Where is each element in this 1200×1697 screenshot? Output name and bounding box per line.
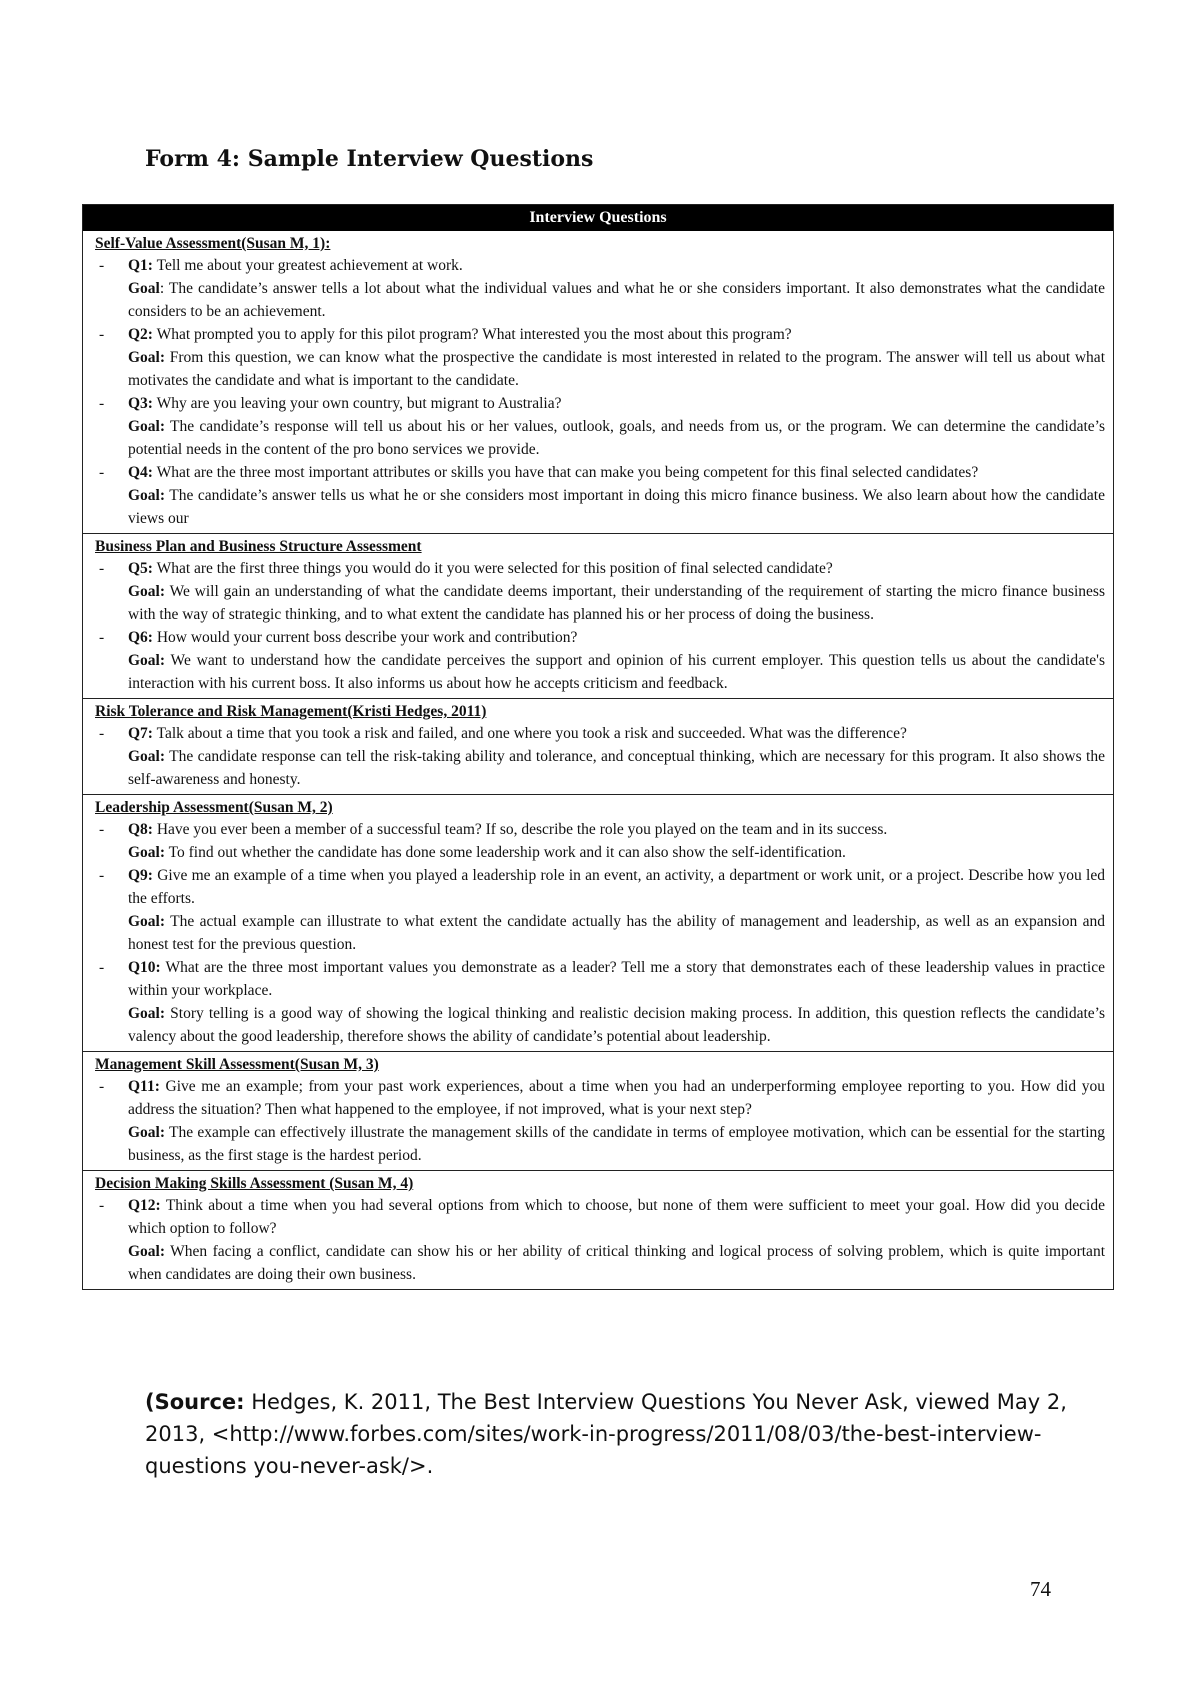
table-sections [83,231,1113,1289]
question-label: Q1: [128,257,153,274]
question-section [83,533,1113,698]
section-title: Leadership Assessment(Susan M, 2) [95,799,333,816]
question-text: Why are you leaving your own country, but migrant to Australia? [152,395,562,412]
question-label: Q9: [128,867,153,884]
goal-label: Goal: [128,418,166,435]
question-item [95,461,1105,530]
section-title: Management Skill Assessment(Susan M, 3) [95,1056,379,1073]
question-text: Tell me about your greatest achievement at work. [152,257,463,274]
list-dash: - [99,867,105,884]
list-dash: - [99,1197,105,1214]
goal-text: We will gain an understanding of what the candidate deems important, their understanding of the requirement of starting the micro finance business with the way of strategic thinking, and to what extent the candidate has planned his or her process of doing the business. [128,583,1105,623]
goal-text: The candidate’s response will tell us about his or her values, outlook, goals, and needs from us, or the program. We can determine the candidate’s potential needs in the content of the pro bono services we provide. [128,418,1105,458]
goal [128,484,1105,530]
goal-text: When facing a conflict, candidate can show his or her ability of critical thinking and logical process of solving problem, which is quite important when candidates are doing their own business. [128,1243,1105,1283]
question-item [95,626,1105,695]
goal-label: Goal: [128,1005,166,1022]
question-text: Give me an example of a time when you played a leadership role in an event, an activity, a department or work unit, or a project. Describe how you led the efforts. [128,867,1105,907]
question [128,722,1105,745]
question [128,956,1105,1002]
page-number: 74 [1030,1577,1051,1601]
goal [128,580,1105,626]
goal [128,1121,1105,1167]
goal-label: Goal [128,280,160,297]
question-text: What are the first three things you would do it you were selected for this position of final selected candidate? [152,560,833,577]
question [128,461,1105,484]
goal [128,1002,1105,1048]
list-dash: - [99,326,105,343]
list-dash: - [99,395,105,412]
question-label: Q7: [128,725,153,742]
question-item [95,254,1105,323]
section-title: Business Plan and Business Structure Assessment [95,538,422,555]
goal-label: Goal: [128,487,166,504]
question-label: Q6: [128,629,153,646]
goal-label: Goal: [128,349,166,366]
goal-label: Goal: [128,1243,166,1260]
question-section [83,1051,1113,1170]
question [128,1194,1105,1240]
question-item [95,864,1105,956]
question-text: What are the three most important attributes or skills you have that can make you being competent for this final selected candidates? [152,464,979,481]
question-label: Q2: [128,326,153,343]
goal-text: : The candidate’s answer tells a lot about what the individual values and what he or she considers important. It also demonstrates what the candidate considers to be an achievement. [128,280,1105,320]
list-dash: - [99,257,105,274]
question-label: Q5: [128,560,153,577]
question-label: Q8: [128,821,153,838]
goal [128,841,1105,864]
question-item [95,392,1105,461]
question-section [83,794,1113,1051]
question [128,254,1105,277]
goal-label: Goal: [128,1124,166,1141]
question-text: What are the three most important values you demonstrate as a leader? Tell me a story that demonstrates each of these leadership values in practice within your workplace. [128,959,1105,999]
list-dash: - [99,821,105,838]
question-text: Think about a time when you had several options from which to choose, but none of them were sufficient to meet your goal. How did you decide which option to follow? [128,1197,1105,1237]
question [128,1075,1105,1121]
question-item [95,956,1105,1048]
question-item [95,557,1105,626]
goal-text: The candidate response can tell the risk-taking ability and tolerance, and conceptual thinking, which are necessary for this program. It also shows the self-awareness and honesty. [128,748,1105,788]
section-title: Decision Making Skills Assessment (Susan M, 4) [95,1175,414,1192]
question-item [95,722,1105,791]
goal-label: Goal: [128,583,166,600]
goal [128,346,1105,392]
list-dash: - [99,560,105,577]
goal-label: Goal: [128,748,166,765]
question-text: Have you ever been a member of a successful team? If so, describe the role you played on the team and in its success. [152,821,888,838]
goal-text: Story telling is a good way of showing the logical thinking and realistic decision making process. In addition, this question reflects the candidate’s valency about the good leadership, therefore shows the ability of candidate’s potential about leadership. [128,1005,1105,1045]
question-text: Give me an example; from your past work experiences, about a time when you had an underperforming employee reporting to you. How did you address the situation? Then what happened to the employee, if not improved, what is your next step? [128,1078,1105,1118]
goal [128,910,1105,956]
list-dash: - [99,464,105,481]
question [128,557,1105,580]
question [128,626,1105,649]
list-dash: - [99,725,105,742]
goal-text: To find out whether the candidate has done some leadership work and it can also show the self-identification. [165,844,846,861]
question-label: Q10: [128,959,161,976]
goal-text: We want to understand how the candidate perceives the support and opinion of his current employer. This question tells us about the candidate's interaction with his current boss. It also informs us about how he accepts criticism and feedback. [128,652,1105,692]
interview-questions-table [82,204,1114,1290]
question-item [95,323,1105,392]
list-dash: - [99,629,105,646]
question [128,818,1105,841]
goal [128,649,1105,695]
goal-label: Goal: [128,652,166,669]
question-section [83,1170,1113,1289]
list-dash: - [99,959,105,976]
goal-text: The actual example can illustrate to what extent the candidate actually has the ability of management and leadership, as well as an expansion and honest test for the previous question. [128,913,1105,953]
question-label: Q12: [128,1197,161,1214]
goal [128,745,1105,791]
list-dash: - [99,1078,105,1095]
question [128,392,1105,415]
question-item [95,818,1105,864]
source-label: (Source: [145,1390,245,1414]
form-title: Form 4: Sample Interview Questions [145,146,594,172]
goal-text: From this question, we can know what the prospective the candidate is most interested in related to the program. The answer will tell us about what motivates the candidate and what is important to the candidate. [128,349,1105,389]
question-section [83,231,1113,533]
section-title: Self-Value Assessment(Susan M, 1): [95,235,331,252]
question-item [95,1075,1105,1167]
question-text: Talk about a time that you took a risk and failed, and one where you took a risk and succeeded. What was the difference? [152,725,907,742]
question-label: Q3: [128,395,153,412]
goal-label: Goal: [128,913,166,930]
goal [128,277,1105,323]
source-text: Hedges, K. 2011, The Best Interview Questions You Never Ask, viewed May 2, 2013, <http://www.forbes.com/sites/work-in-progress/2011/08/03/the-best-interview-questions you-never-ask/>. [145,1390,1067,1478]
table-header: Interview Questions [83,205,1113,231]
question [128,323,1105,346]
goal [128,415,1105,461]
question-text: What prompted you to apply for this pilot program? What interested you the most about this program? [152,326,792,343]
question-label: Q11: [128,1078,160,1095]
goal [128,1240,1105,1286]
question-text: How would your current boss describe your work and contribution? [152,629,578,646]
goal-text: The example can effectively illustrate the management skills of the candidate in terms of employee motivation, which can be essential for the starting business, as the first stage is the hardest period. [128,1124,1105,1164]
section-title: Risk Tolerance and Risk Management(Kristi Hedges, 2011) [95,703,487,720]
source-citation [145,1386,1090,1482]
question-item [95,1194,1105,1286]
question [128,864,1105,910]
goal-label: Goal: [128,844,166,861]
question-section [83,698,1113,794]
question-label: Q4: [128,464,153,481]
goal-text: The candidate’s answer tells us what he or she considers most important in doing this micro finance business. We also learn about how the candidate views our [128,487,1105,527]
